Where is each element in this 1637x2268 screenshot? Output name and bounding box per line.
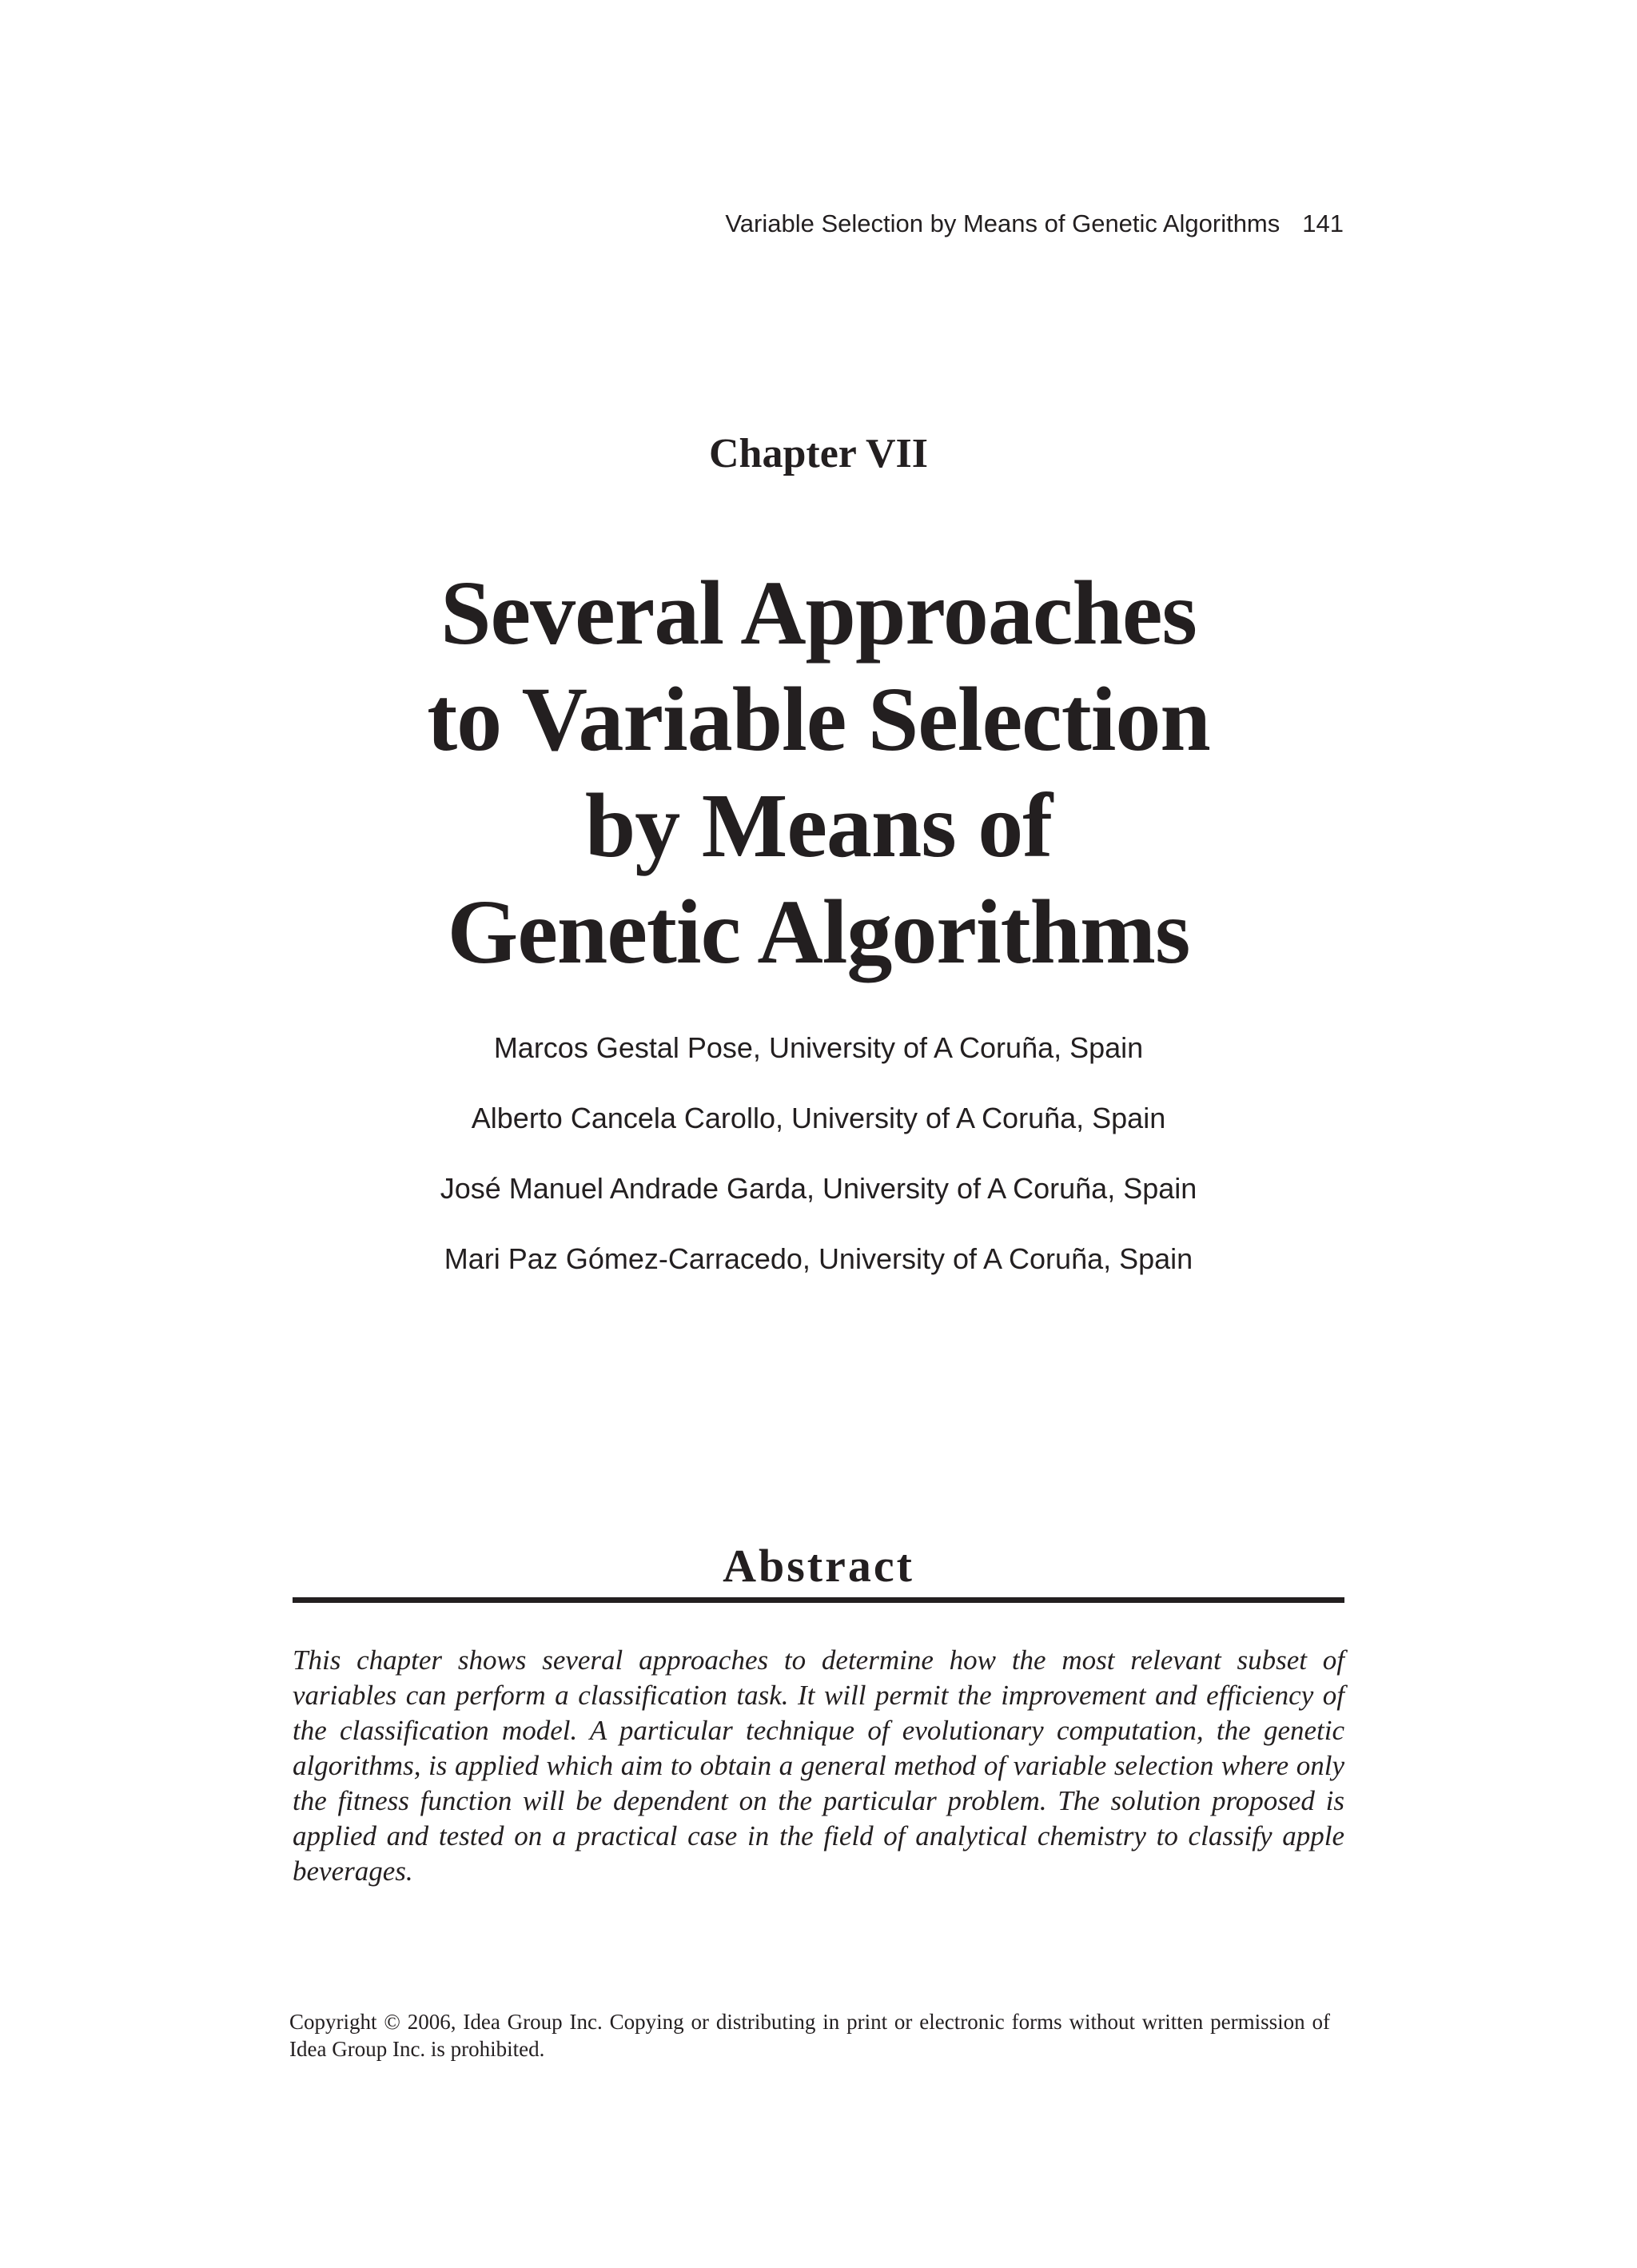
chapter-title [0, 560, 1637, 985]
chapter-title-line: Several Approaches [440, 562, 1197, 664]
abstract-heading: Abstract [723, 1540, 914, 1592]
author-affiliation: José Manuel Andrade Garda, University of A Coruña, Spain [440, 1172, 1197, 1205]
chapter-title-line: to Variable Selection [427, 668, 1210, 770]
chapter-title-line: Genetic Algorithms [447, 881, 1190, 983]
author-affiliation: Alberto Cancela Carollo, University of A Coruña, Spain [471, 1102, 1166, 1134]
abstract-divider [293, 1597, 1344, 1603]
author-list [0, 1028, 1637, 1309]
running-header [725, 209, 1344, 238]
chapter-title-line: by Means of [584, 775, 1053, 876]
copyright-notice: Copyright © 2006, Idea Group Inc. Copying or distributing in print or electronic forms without written permission of Idea Group Inc. is prohibited. [289, 2010, 1330, 2061]
abstract-text: This chapter shows several approaches to determine how the most relevant subset of variables can perform a classification task. It will permit the improvement and efficiency of the classification model. A particular technique of evolutionary computation, the genetic algorithms, is applied which aim to obtain a general method of variable selection where only the fitness function will be dependent on the particular problem. The solution proposed is applied and tested on a practical case in the field of analytical chemistry to classify apple beverages. [293, 1644, 1344, 1887]
page-number: 141 [1302, 209, 1344, 237]
running-title: Variable Selection by Means of Genetic Algorithms [725, 209, 1281, 237]
author-affiliation: Marcos Gestal Pose, University of A Coruña, Spain [493, 1031, 1144, 1064]
author-affiliation: Mari Paz Gómez-Carracedo, University of A Coruña, Spain [444, 1242, 1193, 1275]
chapter-label: Chapter VII [708, 431, 928, 476]
